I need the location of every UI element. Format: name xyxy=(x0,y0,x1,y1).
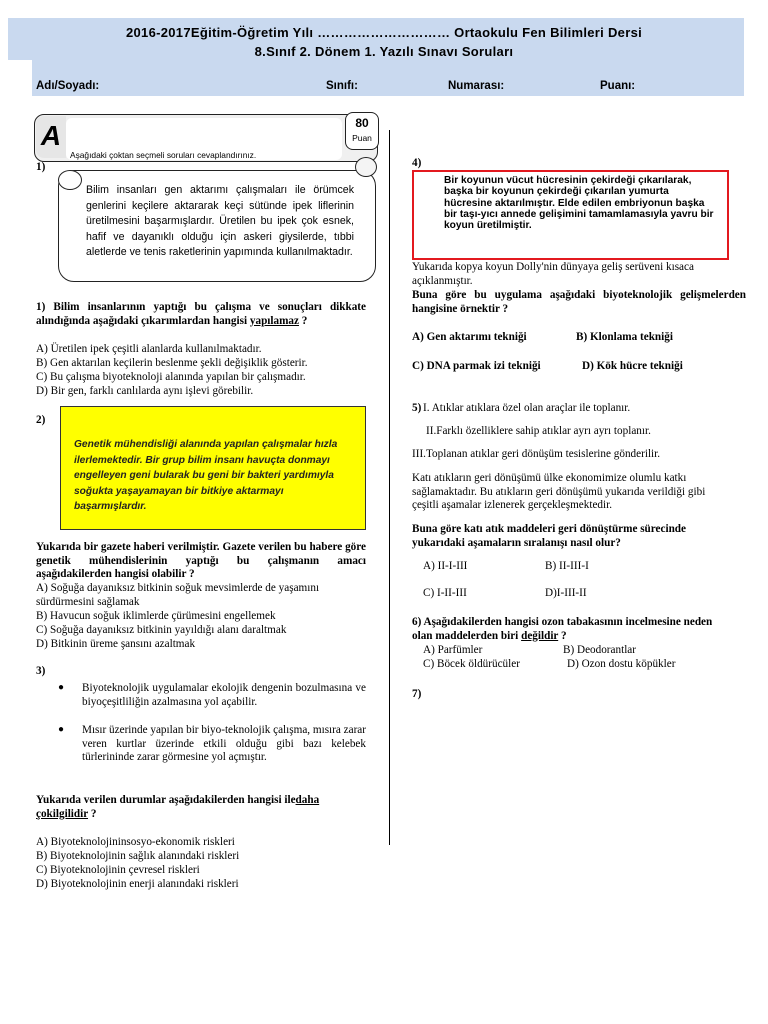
q5-option-b[interactable]: B) II-III-I xyxy=(545,560,589,572)
points-value: 80 xyxy=(355,116,369,130)
section-letter: A xyxy=(40,120,62,151)
q7-number: 7) xyxy=(412,688,422,700)
q2-news-text: Genetik mühendisliği alanında yapılan çalışmalar hızla ilerlemektedir. Bir grup bilim insanı havuçta donmayı engelleyen geni bularak bu geni bir bakteri yardımıyla soğukta yaşayamayan bir bitkiye aktarmayı başarmışlardır. xyxy=(74,439,338,513)
q3-bullet-2: Mısır üzerinde yapılan bir biyo-teknolojik çalışma, mısıra zarar veren kurtlar üzerinde etkili olduğu gibi bazı kelebek türlerininde zarar görmesine yol açmıştır. xyxy=(82,724,366,764)
q5-option-d[interactable]: D)I-III-II xyxy=(545,587,587,599)
q3-option-d[interactable]: D) Biyoteknolojinin enerji alanındaki riskleri xyxy=(36,878,239,890)
column-divider xyxy=(389,130,390,845)
bullet-icon: ● xyxy=(58,682,65,693)
bullet-icon: ● xyxy=(58,724,65,735)
exam-subtitle: 8.Sınıf 2. Dönem 1. Yazılı Sınavı Soruları xyxy=(254,44,514,59)
q5-option-c[interactable]: C) I-II-III xyxy=(423,587,467,599)
q2-option-d[interactable]: D) Bitkinin üreme şansını azaltmak xyxy=(36,638,196,650)
q3-bullet-1: Biyoteknolojik uygulamalar ekolojik dengenin bozulmasına ve biyoçeşitliliğin azalmasına yol açabilir. xyxy=(82,682,366,708)
q5-info: Katı atıkların geri dönüşümü ülke ekonomimize olumlu katkı sağlamaktadır. Bu atıkların geri dönüşümü yukarıda verildiği gibi çeşitli aşamalar izlenerek gerçekleşmektedir. xyxy=(412,472,706,512)
q2-number: 2) xyxy=(36,414,46,426)
q3-option-a[interactable]: A) Biyoteknolojininsosyo-ekonomik riskleri xyxy=(36,836,235,848)
q5-step-1: I. Atıklar atıklara özel olan araçlar ile toplanır. xyxy=(423,402,631,414)
q6-stem: 6) Aşağıdakilerden hangisi ozon tabakasının incelmesine neden olan maddelerden biri değildir ? xyxy=(412,616,713,642)
q6-option-a[interactable]: A) Parfümler xyxy=(423,644,483,656)
q2-stem: Yukarıda bir gazete haberi verilmiştir. Gazete verilen bu habere göre genetik mühendislerinin yaptığı bu çalışmanın amacı aşağıdakilerden hangisi olabilir ? xyxy=(36,541,366,581)
q4-info-text: Bir koyunun vücut hücresinin çekirdeği çıkarılarak, başka bir koyunun çekirdeği çıkarılan yumurta hücresine aktarılmıştır. Elde edilen embriyonun başka bir taşı-yıcı annede gelişimini tamamlamasıyla yavru bir koyun üretilmiştir. xyxy=(444,175,714,232)
q1-number: 1) xyxy=(36,161,46,173)
q1-stem: 1) Bilim insanlarının yaptığı bu çalışma ve sonuçları dikkate alındığında aşağıdaki çıkarımlardan hangisi yapılamaz ? xyxy=(36,301,366,327)
info-band xyxy=(32,60,744,96)
section-instruction: Aşağıdaki çoktan seçmeli soruları cevaplandırınız. xyxy=(70,150,257,160)
score-label: Puanı: xyxy=(600,80,636,92)
q6-option-b[interactable]: B) Deodorantlar xyxy=(563,644,637,656)
name-label: Adı/Soyadı: xyxy=(36,80,100,92)
q3-option-c[interactable]: C) Biyoteknolojinin çevresel riskleri xyxy=(36,864,200,876)
q5-number: 5) xyxy=(412,402,422,414)
class-label: Sınıfı: xyxy=(326,80,358,92)
q4-option-d[interactable]: D) Kök hücre tekniği xyxy=(582,360,683,372)
q2-option-a[interactable]: A) Soğuğa dayanıksız bitkinin soğuk mevsimlerde de yaşamını sürdürmesini sağlamak xyxy=(36,582,320,608)
scroll-roll-icon xyxy=(58,170,82,190)
q6-option-d[interactable]: D) Ozon dostu köpükler xyxy=(567,658,676,670)
q1-option-b[interactable]: B) Gen aktarılan keçilerin beslenme şekli değişiklik gösterir. xyxy=(36,357,308,369)
q1-passage: Bilim insanları gen aktarımı çalışmaları ile örümcek genlerini keçilere aktararak keçi sütünde ipek liflerinin üretilmesini başarmışlardır. Üretilen bu ipek çok esnek, hafif ve dayanıklı olduğu için askeri giysilerde, tıbbi aletlerde ve tenis raketlerinin yapımında kullanılmaktadır. xyxy=(86,184,354,258)
q1-option-d[interactable]: D) Bir gen, farklı canlılarda aynı işlevi görebilir. xyxy=(36,385,254,397)
scroll-roll-icon xyxy=(355,157,377,177)
q6-option-c[interactable]: C) Böcek öldürücüler xyxy=(423,658,520,670)
q1-option-c[interactable]: C) Bu çalışma biyoteknoloji alanında yapılan bir çalışmadır. xyxy=(36,371,306,383)
exam-title: 2016-2017Eğitim-Öğretim Yılı ………………………… Ortaokulu Fen Bilimleri Dersi xyxy=(125,25,643,40)
q4-option-c[interactable]: C) DNA parmak izi tekniği xyxy=(412,360,541,372)
number-label: Numarası: xyxy=(448,80,505,92)
q3-stem: Yukarıda verilen durumlar aşağıdakilerden hangisi iledaha çokilgilidir ? xyxy=(36,794,320,820)
q3-option-b[interactable]: B) Biyoteknolojinin sağlık alanındaki riskleri xyxy=(36,850,240,862)
q5-stem: Buna göre katı atık maddeleri geri dönüştürme sürecinde yukarıdaki aşamaların sıralanışı nasıl olur? xyxy=(412,523,686,549)
q4-stem: Buna göre bu uygulama aşağıdaki biyoteknolojik gelişmelerden hangisine örnektir ? xyxy=(412,289,746,315)
points-label: Puan xyxy=(352,133,372,143)
q4-option-b[interactable]: B) Klonlama tekniği xyxy=(576,331,673,343)
q2-option-c[interactable]: C) Soğuğa dayanıksız bitkinin yayıldığı alanı daraltmak xyxy=(36,624,287,636)
q4-intro: Yukarıda kopya koyun Dolly'nin dünyaya geliş serüveni kısaca açıklanmıştır. xyxy=(412,261,694,287)
q5-step-2: II.Farklı özelliklere sahip atıklar ayrı ayrı toplanır. xyxy=(426,425,651,437)
q2-option-b[interactable]: B) Havucun soğuk iklimlerde çürümesini engellemek xyxy=(36,610,276,622)
q5-step-3: III.Toplanan atıklar geri dönüşüm tesislerine gönderilir. xyxy=(412,448,661,460)
q4-option-a[interactable]: A) Gen aktarımı tekniği xyxy=(412,331,527,343)
q5-option-a[interactable]: A) II-I-III xyxy=(423,560,468,572)
q4-number: 4) xyxy=(412,157,422,169)
q3-number: 3) xyxy=(36,665,46,677)
q1-option-a[interactable]: A) Üretilen ipek çeşitli alanlarda kullanılmaktadır. xyxy=(36,343,262,355)
